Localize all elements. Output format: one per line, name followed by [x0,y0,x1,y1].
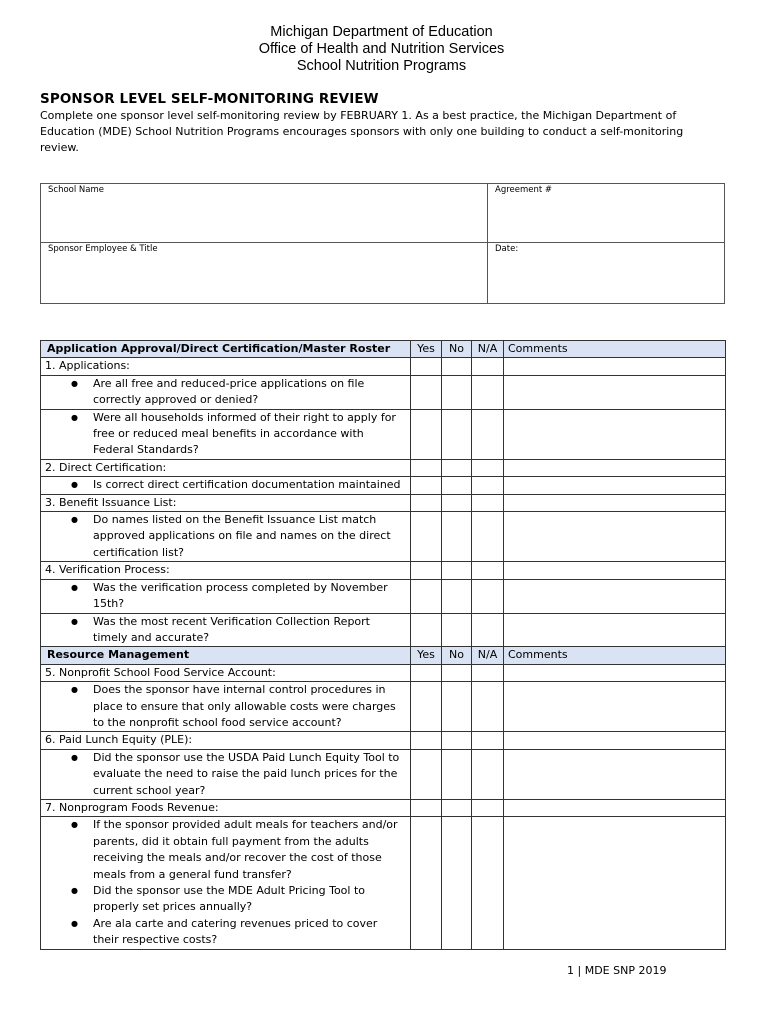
section-header-row [41,341,726,358]
question-paid-lunch-equity: 6. Paid Lunch Equity (PLE): [41,732,411,749]
header-line-1: Michigan Department of Education [270,24,493,40]
table-row [41,749,726,799]
section-2-title: Resource Management [41,647,411,664]
document-title: SPONSOR LEVEL SELF-MONITORING REVIEW [40,91,379,107]
yes-column-header: Yes [411,341,442,358]
page-footer: 1 | MDE SNP 2019 [567,964,667,977]
question-applications: 1. Applications: [41,358,411,375]
table-row [41,477,726,494]
table-row [41,562,726,579]
table-row [41,799,726,816]
question-item: ● Are all free and reduced-price applications on file correctly approved or denied? [45,376,406,409]
intro-paragraph: Complete one sponsor level self-monitoring review by FEBRUARY 1. As a best practice, the Michigan Department of Education (MDE) School Nutrition Programs encourages sponsors with only one building to conduct a self-monitoring review. [40,109,684,154]
review-table [40,340,726,950]
table-row [41,409,726,459]
table-row [41,732,726,749]
question-item: ● Is correct direct certification documentation maintained [45,477,406,493]
question-benefit-issuance: 3. Benefit Issuance List: [41,494,411,511]
question-item: ● Do names listed on the Benefit Issuance List match approved applications on file and names on the direct certification list? [45,512,406,561]
question-item: ● Were all households informed of their right to apply for free or reduced meal benefits in accordance with Federal Standards? [45,410,406,459]
table-row [41,459,726,476]
no-column-header: No [442,341,472,358]
table-row [41,375,726,409]
question-nonprofit-account: 5. Nonprofit School Food Service Account: [41,664,411,681]
table-row [41,613,726,647]
na-column-header: N/A [472,341,504,358]
date-label: Date: [495,244,519,254]
info-table [40,183,725,304]
question-item: ● Does the sponsor have internal control procedures in place to ensure that only allowable costs were charges to the nonprofit school food service account? [45,682,406,731]
question-item: ● Are ala carte and catering revenues priced to cover their respective costs? [45,916,406,949]
comments-column-header: Comments [504,341,726,358]
table-row [41,512,726,562]
sponsor-employee-label: Sponsor Employee & Title [48,244,158,254]
header-line-2: Office of Health and Nutrition Services [258,41,505,57]
table-row [41,358,726,375]
document-header [0,24,770,75]
header-line-3: School Nutrition Programs [296,58,467,74]
question-item: ● Was the verification process completed by November 15th? [45,580,406,613]
table-row [41,682,726,732]
question-item: ● Did the sponsor use the MDE Adult Pricing Tool to properly set prices annually? [45,883,406,916]
table-row [41,579,726,613]
table-row [41,664,726,681]
section-1-title: Application Approval/Direct Certification/Master Roster [41,341,411,358]
table-row [41,817,726,949]
agreement-label: Agreement # [495,185,553,195]
question-direct-certification: 2. Direct Certification: [41,459,411,476]
school-name-label: School Name [48,185,104,195]
question-item: ● Did the sponsor use the USDA Paid Lunch Equity Tool to evaluate the need to raise the paid lunch prices for the current school year? [45,750,406,799]
question-item: ● If the sponsor provided adult meals for teachers and/or parents, did it obtain full payment from the adults receiving the meals and/or recover the cost of those meals from a general fund transfer? [45,817,406,883]
section-header-row [41,647,726,664]
no-column-header: No [442,647,472,664]
question-item: ● Was the most recent Verification Collection Report timely and accurate? [45,614,406,647]
question-verification: 4. Verification Process: [41,562,411,579]
table-row [41,494,726,511]
comments-column-header: Comments [504,647,726,664]
yes-column-header: Yes [411,647,442,664]
question-nonprogram-foods: 7. Nonprogram Foods Revenue: [41,799,411,816]
na-column-header: N/A [472,647,504,664]
